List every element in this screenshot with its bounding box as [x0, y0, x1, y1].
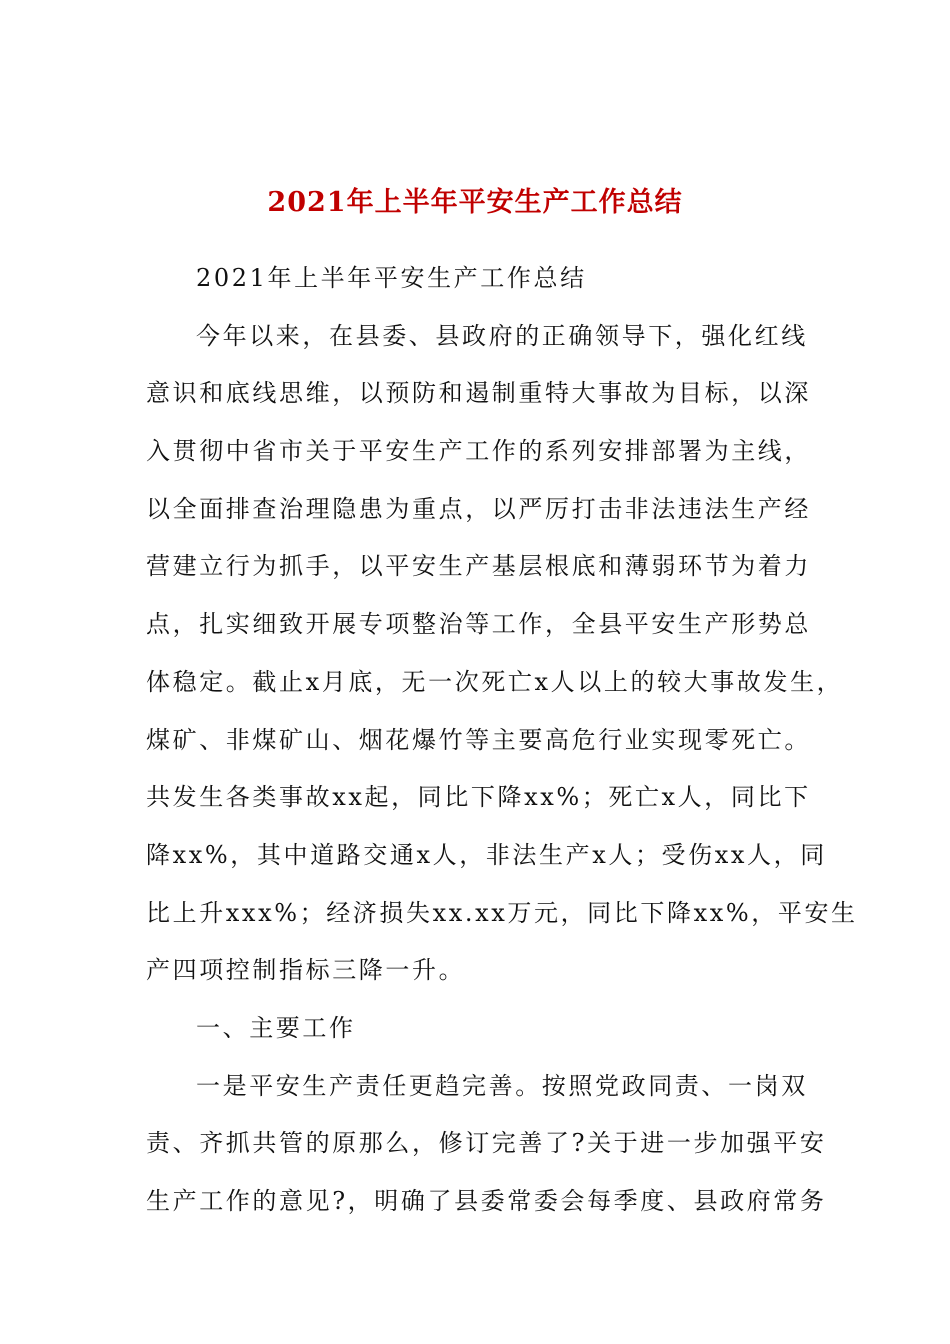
body-line: 煤矿、非煤矿山、烟花爆竹等主要高危行业实现零死亡。 [146, 725, 811, 754]
body-line: 降xx%，其中道路交通x人，非法生产x人；受伤xx人，同 [146, 840, 827, 869]
body-line: 责、齐抓共管的原那么，修订完善了?关于进一步加强平安 [146, 1129, 827, 1158]
body-line: 营建立行为抓手，以平安生产基层根底和薄弱环节为着力 [146, 552, 811, 581]
body-line: 点，扎实细致开展专项整治等工作，全县平安生产形势总 [146, 610, 811, 639]
document-body [146, 250, 858, 1231]
body-line: 共发生各类事故xx起，同比下降xx%；死亡x人，同比下 [146, 783, 811, 812]
body-line: 生产工作的意见?，明确了县委常委会每季度、县政府常务 [146, 1187, 827, 1215]
body-line: 意识和底线思维，以预防和遏制重特大事故为目标，以深 [146, 379, 811, 408]
body-line: 以全面排查治理隐患为重点，以严厉打击非法违法生产经 [146, 494, 811, 523]
body-line: 一、主要工作 [196, 1013, 356, 1042]
document-title: 2021年上半年平安生产工作总结 [267, 187, 683, 218]
body-line: 体稳定。截止x月底，无一次死亡x人以上的较大事故发生， [146, 667, 844, 696]
body-line: 比上升xxx%；经济损失xx.xx万元，同比下降xx%，平安生 [146, 898, 858, 927]
body-line: 2021年上半年平安生产工作总结 [196, 264, 587, 292]
body-line: 产四项控制指标三降一升。 [146, 956, 466, 985]
body-line: 一是平安生产责任更趋完善。按照党政同责、一岗双 [196, 1071, 808, 1100]
body-line: 入贯彻中省市关于平安生产工作的系列安排部署为主线， [146, 437, 811, 466]
body-line: 今年以来，在县委、县政府的正确领导下，强化红线 [196, 321, 808, 350]
